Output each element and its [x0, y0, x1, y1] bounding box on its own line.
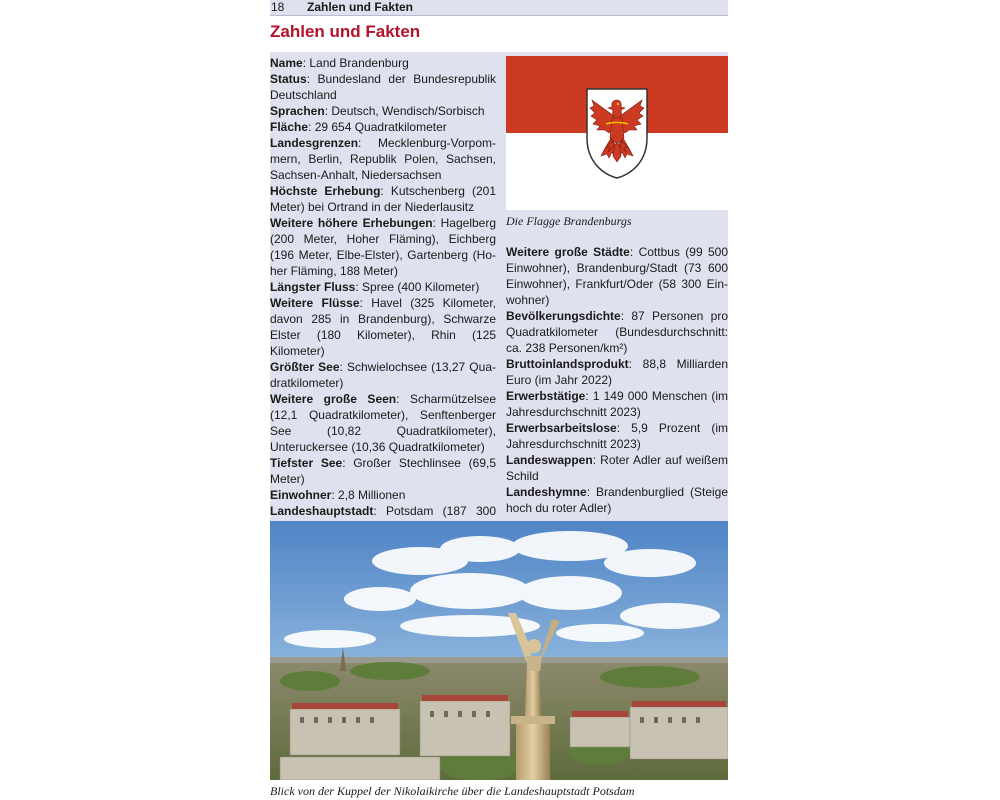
fact-value: Roter Adler auf weißem Schild [506, 453, 728, 483]
photo-caption: Blick von der Kuppel der Nikolaikirche über die Landeshauptstadt Potsdam [270, 784, 635, 798]
fact-value: 5,9 Prozent (im Jahresdurchschnitt 2023) [506, 421, 728, 451]
fact-label: Name [270, 56, 303, 70]
fact-label: Höchste Erhebung [270, 184, 381, 198]
fact-label: Landeshauptstadt [270, 504, 374, 518]
fact-value: Großer Stechlinsee (69,5 Meter) [270, 456, 496, 486]
fact-label: Größter See [270, 360, 340, 374]
fact-item: Weitere höhere Erhebungen: Hagelberg (200 Meter, Hoher Fläming), Eichberg (196 Meter, Elbe-Elster), Gartenberg (Hoher Fläming, 188 Meter) [270, 216, 497, 278]
fact-label: Weitere Flüsse [270, 296, 360, 310]
fact-value: Spree (400 Kilometer) [362, 280, 480, 294]
page-number: 18 [271, 0, 285, 14]
fact-item: Weitere Flüsse: Havel (325 Kilometer, davon 285 in Brandenburg), Schwarze Elster (180 Kilometer), Rhin (125 Kilometer) [270, 296, 496, 358]
fact-item: Einwohner: 2,8 Millionen [270, 488, 406, 502]
fact-label: Tiefster See [270, 456, 343, 470]
fact-item: Landesgrenzen: Mecklenburg-Vorpommern, Berlin, Republik Polen, Sachsen, Sachsen-Anhalt, Niedersachsen [270, 136, 496, 182]
fact-value: Potsdam (187 300 [386, 504, 497, 518]
fact-label: Weitere große Seen [270, 392, 397, 406]
book-page [270, 0, 728, 800]
fact-value: Bundesland der Bundesrepublik Deutschland [270, 72, 496, 102]
fact-value: Scharmützelsee (12,1 Quadratkilometer), Senftenberger See (10,82 Quadratkilometer), Unteruckersee (10,36 Quadratkilometer) [270, 392, 496, 454]
flag-caption: Die Flagge Brandenburgs [506, 214, 632, 228]
fact-label: Landesgrenzen [270, 136, 359, 150]
fact-item: Sprachen: Deutsch, Wendisch/Sorbisch [270, 104, 485, 118]
brandenburg-flag [506, 56, 728, 210]
fact-label: Status [270, 72, 307, 86]
section-title: Zahlen und Fakten [270, 22, 421, 41]
fact-label: Erwerbstätige [506, 389, 586, 403]
fact-item: Längster Fluss: Spree (400 Kilometer) [270, 280, 480, 294]
city-panorama-image [270, 521, 728, 780]
running-title: Zahlen und Fakten [307, 0, 414, 14]
fact-item: Weitere große Seen: Scharmützelsee (12,1 Quadratkilometer), Senftenberger See (10,82 Quadratkilometer), Unteruckersee (10,36 Quadratkilometer) [270, 392, 496, 454]
facts-right-column [506, 244, 728, 516]
fact-label: Landeswappen [506, 453, 593, 467]
fact-value: Deutsch, Wendisch/Sorbisch [331, 104, 485, 118]
fact-item: Weitere große Städte: Cottbus (99 500 Einwohner), Brandenburg/Stadt (73 600 Einwohner), Frankfurt/Oder (58 300 Einwohner) [506, 245, 729, 307]
fact-item: Name: Land Brandenburg [270, 56, 409, 70]
fact-value: Mecklenburg-Vorpommern, Berlin, Republik Polen, Sachsen, Sachsen-Anhalt, Niedersachsen [270, 136, 496, 182]
fact-value: 88,8 Milliarden Euro (im Jahr 2022) [506, 357, 728, 387]
facts-box [270, 52, 728, 521]
fact-item: Status: Bundesland der Bundesrepublik Deutschland [270, 72, 496, 102]
fact-value: Schwielochsee (13,27 Quadratkilometer) [270, 360, 496, 390]
fact-item: Landeswappen: Roter Adler auf weißem Schild [506, 453, 728, 483]
fact-value: Havel (325 Kilometer, davon 285 in Brandenburg), Schwarze Elster (180 Kilometer), Rhin (125 Kilometer) [270, 296, 496, 358]
fact-value: 1 149 000 Menschen (im Jahresdurchschnitt 2023) [506, 389, 729, 419]
fact-label: Bevölkerungsdichte [506, 309, 621, 323]
fact-label: Sprachen [270, 104, 325, 118]
fact-item: Erwerbsarbeitslose: 5,9 Prozent (im Jahresdurchschnitt 2023) [506, 421, 728, 451]
fact-value: 2,8 Millionen [338, 488, 406, 502]
running-header [270, 0, 728, 16]
fact-label: Bruttoinlandsprodukt [506, 357, 629, 371]
potsdam-panorama-photo [270, 521, 728, 780]
fact-label: Landeshymne [506, 485, 587, 499]
fact-item: Landeshymne: Brandenburglied (Steige hoch du roter Adler) [506, 485, 729, 515]
fact-label: Einwohner [270, 488, 332, 502]
fact-item: Landeshauptstadt: Potsdam (187 300 [270, 503, 496, 535]
fact-item: Bevölkerungsdichte: 87 Personen pro Quadratkilometer (Bundesdurchschnitt: ca. 238 Personen/km²) [506, 309, 728, 355]
fact-item: Höchste Erhebung: Kutschenberg (201 Meter) bei Ortrand in der Niederlausitz [270, 184, 496, 214]
fact-label: Weitere große Städte [506, 245, 630, 259]
fact-value: Brandenburglied (Steige hoch du roter Adler) [506, 485, 729, 515]
fact-value: Cottbus (99 500 Einwohner), Brandenburg/Stadt (73 600 Einwohner), Frankfurt/Oder (58 300 Einwohner) [506, 245, 729, 307]
fact-item: Tiefster See: Großer Stechlinsee (69,5 Meter) [270, 456, 496, 486]
red-eagle-coat-of-arms-icon [584, 86, 650, 180]
fact-value: Kutschenberg (201 Meter) bei Ortrand in der Niederlausitz [270, 184, 496, 214]
fact-label: Weitere höhere Erhebungen [270, 216, 433, 230]
fact-item: Erwerbstätige: 1 149 000 Menschen (im Jahresdurchschnitt 2023) [506, 389, 729, 419]
facts-left-column [270, 55, 496, 535]
fact-item: Größter See: Schwielochsee (13,27 Quadratkilometer) [270, 360, 496, 390]
fact-value: 29 654 Quadratkilometer [314, 120, 447, 134]
fact-label: Fläche [270, 120, 309, 134]
fact-value: Hagelberg (200 Meter, Hoher Fläming), Eichberg (196 Meter, Elbe-Elster), Gartenberg (Hoher Fläming, 188 Meter) [270, 216, 497, 278]
fact-value: Land Brandenburg [309, 56, 409, 70]
fact-item: Bruttoinlandsprodukt: 88,8 Milliarden Euro (im Jahr 2022) [506, 357, 728, 387]
fact-value: 87 Personen pro Quadratkilometer (Bundesdurchschnitt: ca. 238 Personen/km²) [506, 309, 728, 355]
fact-item: Fläche: 29 654 Quadratkilometer [270, 120, 447, 134]
fact-label: Erwerbsarbeitslose [506, 421, 617, 435]
fact-label: Längster Fluss [270, 280, 356, 294]
